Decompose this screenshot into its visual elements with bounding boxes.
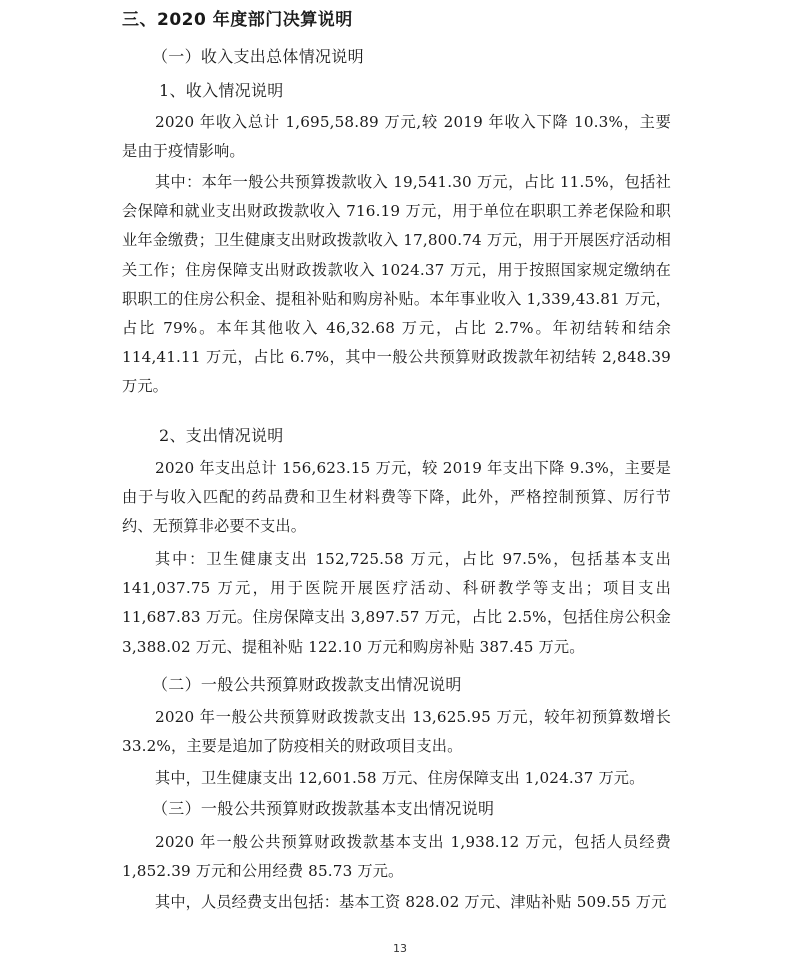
subsection-title-general-budget: （二）一般公共预算财政拨款支出情况说明: [152, 675, 462, 694]
expense-title: 2、支出情况说明: [159, 426, 284, 445]
basic-paragraph-1: 2020 年一般公共预算财政拨款基本支出 1,938.12 万元，包括人员经费 1,852.39 万元和公用经费 85.73 万元。: [122, 833, 671, 881]
subsection-title-basic: （三）一般公共预算财政拨款基本支出情况说明: [152, 799, 495, 818]
subsection-title-overall: （一）收入支出总体情况说明: [152, 47, 364, 66]
income-paragraph-2: 其中：本年一般公共预算拨款收入 19,541.30 万元，占比 11.5%，包括社会保障和就业支出财政拨款收入 716.19 万元，用于单位在职职工养老保险和职业年金缴费；卫生健康支出财政拨款收入 17,800.74 万元，用于开展医疗活动相关工作；住房保障支出财政拨款收入 1024.37 万元，用于按照国家规定缴纳在职职工的住房公积金、提租补贴和购房补贴。本年事业收入 1,339,43.81 万元，占比 79%。本年其他收入 46,32.68 万元，占比 2.7%。年初结转和结余 114,41.11 万元，占比 6.7%，其中一般公共预算财政拨款年初结转 2,848.39 万元。: [122, 173, 671, 396]
page-number: 13: [393, 942, 407, 955]
general-budget-paragraph-2: 其中，卫生健康支出 12,601.58 万元、住房保障支出 1,024.37 万元。: [155, 769, 645, 787]
income-paragraph-1: 2020 年收入总计 1,695,58.89 万元,较 2019 年收入下降 10.3%，主要是由于疫情影响。: [122, 113, 671, 161]
section-heading: 三、2020 年度部门决算说明: [122, 10, 353, 30]
expense-paragraph-1: 2020 年支出总计 156,623.15 万元，较 2019 年支出下降 9.3%，主要是由于与收入匹配的药品费和卫生材料费等下降，此外，严格控制预算、厉行节约、无预算非必要不支出。: [122, 459, 671, 536]
basic-paragraph-2: 其中，人员经费支出包括：基本工资 828.02 万元、津贴补贴 509.55 万元: [155, 893, 667, 911]
expense-paragraph-2: 其中：卫生健康支出 152,725.58 万元，占比 97.5%，包括基本支出 141,037.75 万元，用于医院开展医疗活动、科研教学等支出；项目支出 11,687.83 万元。住房保障支出 3,897.57 万元，占比 2.5%，包括住房公积金 3,388.02 万元、提租补贴 122.10 万元和购房补贴 387.45 万元。: [122, 550, 671, 656]
general-budget-paragraph-1: 2020 年一般公共预算财政拨款支出 13,625.95 万元，较年初预算数增长 33.2%，主要是追加了防疫相关的财政项目支出。: [122, 708, 671, 756]
income-title: 1、收入情况说明: [159, 81, 284, 100]
